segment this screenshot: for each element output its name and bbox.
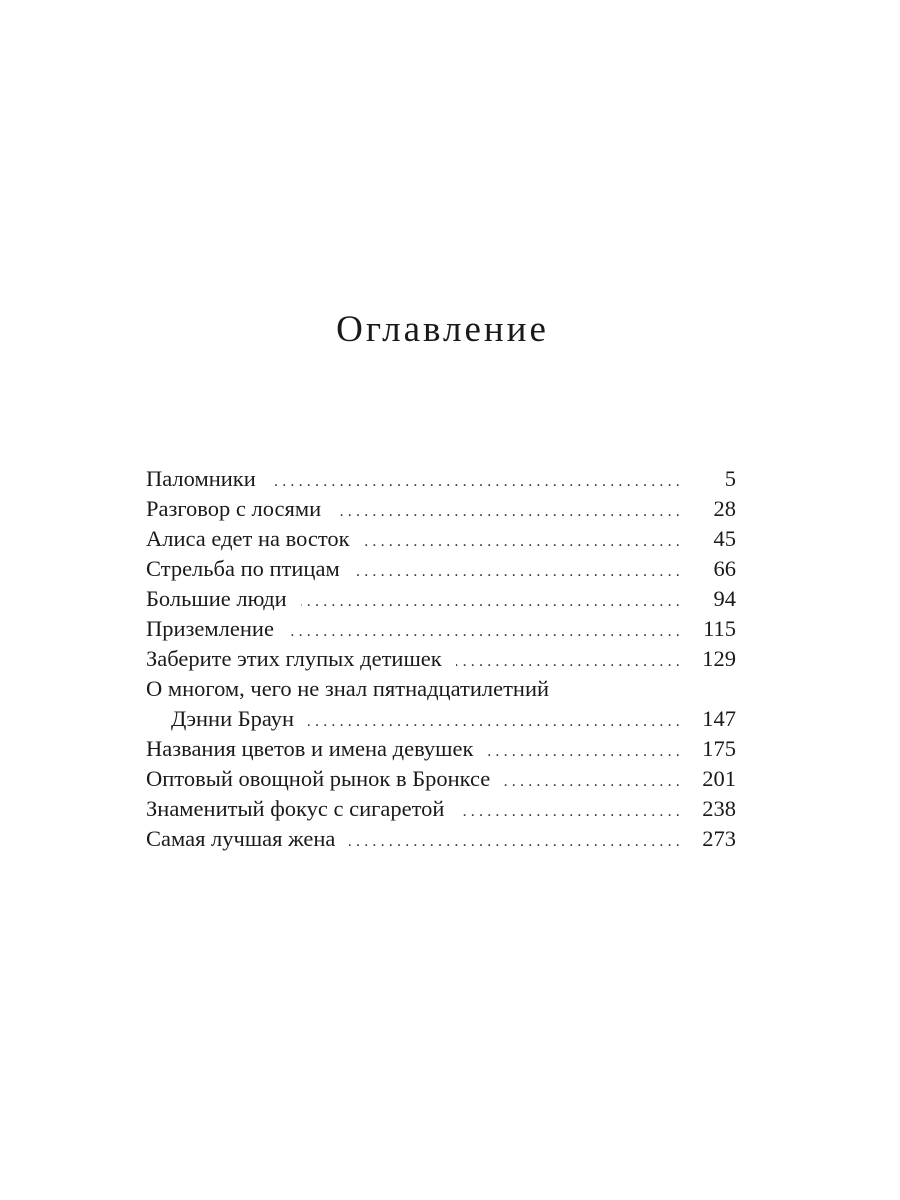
toc-entry-page: 28 — [713, 496, 736, 521]
toc-entry-page: 175 — [702, 736, 736, 761]
dot-leader — [354, 557, 684, 587]
dot-leader — [349, 827, 684, 857]
toc-entry-title: Паломники — [146, 466, 256, 491]
dot-leader — [458, 797, 684, 827]
toc-entry-title-line2: Дэнни Браун — [171, 706, 295, 731]
toc-entry-title: Заберите этих глупых детишек — [146, 646, 442, 671]
toc-entry-title: Оптовый овощной рынок в Бронксе — [146, 766, 491, 791]
toc-entry — [146, 494, 736, 524]
toc-entry-title-line1: О многом, чего не знал пятнадцатилетний — [146, 676, 550, 701]
dot-leader — [270, 467, 684, 497]
dot-leader — [335, 497, 684, 527]
dot-leader — [487, 737, 684, 767]
dot-leader — [301, 587, 684, 617]
toc-entry — [146, 824, 736, 854]
toc-entry — [146, 464, 736, 494]
toc-entry-page: 94 — [713, 586, 736, 611]
toc-entry-title: Стрельба по птицам — [146, 556, 340, 581]
toc-entry-title: Знаменитый фокус с сигаретой — [146, 796, 445, 821]
page-title: Оглавление — [336, 309, 549, 350]
table-of-contents — [146, 464, 736, 854]
toc-entry-page: 5 — [724, 466, 736, 491]
toc-entry-title: Приземление — [146, 616, 274, 641]
toc-entry-page: 115 — [703, 616, 736, 641]
toc-entry — [146, 794, 736, 824]
toc-entry-page: 273 — [702, 826, 736, 851]
toc-entry-title: Названия цветов и имена девушек — [146, 736, 474, 761]
toc-entry-title: Разговор с лосями — [146, 496, 322, 521]
toc-entry-page: 66 — [713, 556, 736, 581]
toc-entry — [146, 614, 736, 644]
toc-entry-title: Самая лучшая жена — [146, 826, 336, 851]
toc-entry-title: Большие люди — [146, 586, 287, 611]
dot-leader — [456, 647, 684, 677]
dot-leader — [364, 527, 684, 557]
toc-entry-page: 129 — [702, 646, 736, 671]
toc-entry-page: 45 — [713, 526, 736, 551]
toc-entry — [146, 674, 736, 734]
toc-entry-page: 238 — [702, 796, 736, 821]
dot-leader — [308, 707, 684, 737]
toc-entry-title: Алиса едет на восток — [146, 526, 350, 551]
toc-entry-page: 201 — [702, 766, 736, 791]
toc-entry — [146, 644, 736, 674]
toc-entry-page: 147 — [702, 706, 736, 731]
dot-leader — [504, 767, 684, 797]
toc-entry — [146, 554, 736, 584]
toc-entry — [146, 524, 736, 554]
toc-entry — [146, 584, 736, 614]
toc-entry — [146, 764, 736, 794]
toc-entry — [146, 734, 736, 764]
dot-leader — [288, 617, 684, 647]
